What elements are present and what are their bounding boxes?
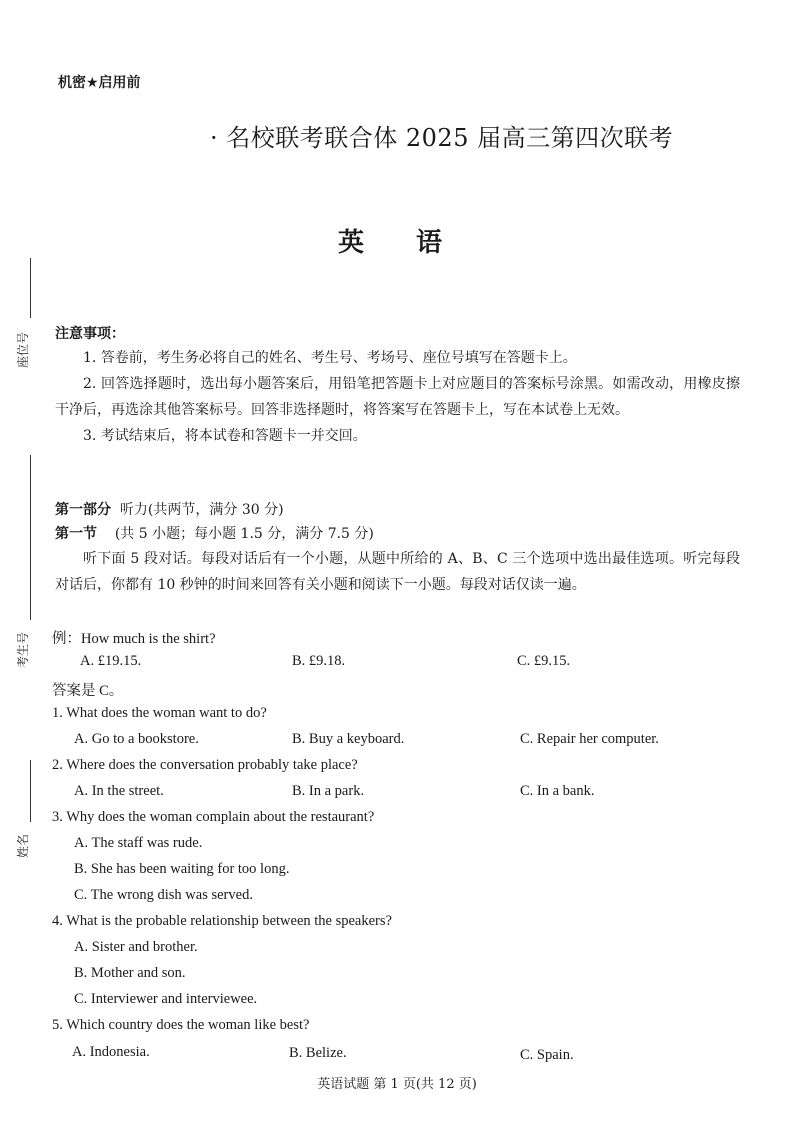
- note-item: 1. 答卷前，考生务必将自己的姓名、考生号、考场号、座位号填写在答题卡上。: [83, 350, 577, 366]
- seat-label: 座位号: [16, 331, 30, 368]
- section-title: 第一节: [55, 526, 97, 542]
- section-desc: (共 5 小题；每小题 1.5 分，满分 7.5 分): [114, 526, 374, 542]
- question-4: 4. What is the probable relationship between the speakers?: [52, 913, 392, 929]
- note-item: 2. 回答选择题时，选出每小题答案后，用铅笔把答题卡上对应题目的答案标号涂黑。如需改动，用橡皮擦干净后，再选涂其他答案标号。回答非选择题时，将答案写在答题卡上，写在本试卷上无效。: [55, 376, 740, 418]
- name-line: [30, 760, 31, 822]
- exam-no-label: 考生号: [16, 631, 30, 668]
- exam-no-line: [30, 455, 31, 620]
- question-5-option-c: C. Spain.: [520, 1047, 574, 1063]
- part-heading: [55, 499, 284, 519]
- question-3-option-b: B. She has been waiting for too long.: [74, 861, 290, 877]
- section-instructions: 听下面 5 段对话。每段对话后有一个小题，从题中所给的 A、B、C 三个选项中选出最佳选项。听完每段对话后，你都有 10 秒钟的时间来回答有关小题和阅读下一小题。每段对话仅读一遍。: [55, 551, 740, 593]
- question-3-option-a: A. The staff was rude.: [74, 835, 203, 851]
- part-desc: 听力(共两节，满分 30 分): [119, 502, 284, 518]
- question-2-option-b: B. In a park.: [292, 783, 365, 799]
- exam-title: · 名校联考联合体 2025 届高三第四次联考: [210, 124, 674, 152]
- example-option-b: B. £9.18.: [292, 653, 346, 669]
- note-item: 3. 考试结束后，将本试卷和答题卡一并交回。: [83, 428, 367, 444]
- example-question: 例：How much is the shirt?: [52, 631, 216, 647]
- question-3-option-c: C. The wrong dish was served.: [74, 887, 253, 903]
- notes-heading: 注意事项：: [55, 326, 125, 342]
- page-footer: 英语试题 第 1 页(共 12 页): [317, 1077, 477, 1092]
- question-5-option-a: A. Indonesia.: [72, 1044, 150, 1060]
- part-title: 第一部分: [55, 502, 111, 518]
- confidential-label: 机密★启用前: [58, 75, 141, 91]
- question-3: 3. Why does the woman complain about the restaurant?: [52, 809, 375, 825]
- question-1-option-a: A. Go to a bookstore.: [74, 731, 199, 747]
- seat-line: [30, 258, 31, 318]
- example-option-c: C. £9.15.: [517, 653, 571, 669]
- question-4-option-b: B. Mother and son.: [74, 965, 186, 981]
- question-1: 1. What does the woman want to do?: [52, 705, 267, 721]
- notes-list: [55, 345, 740, 449]
- example-answer: 答案是 C。: [52, 683, 124, 699]
- question-2-option-a: A. In the street.: [74, 783, 164, 799]
- example-option-a: A. £19.15.: [80, 653, 142, 669]
- subject-title: 英语: [338, 228, 495, 258]
- question-1-option-c: C. Repair her computer.: [520, 731, 659, 747]
- section-heading: [55, 523, 374, 543]
- question-5-option-b: B. Belize.: [289, 1045, 347, 1061]
- question-4-option-c: C. Interviewer and interviewee.: [74, 991, 258, 1007]
- question-1-option-b: B. Buy a keyboard.: [292, 731, 405, 747]
- question-2-option-c: C. In a bank.: [520, 783, 595, 799]
- name-label: 姓名: [16, 833, 30, 858]
- question-5: 5. Which country does the woman like best?: [52, 1017, 310, 1033]
- question-2: 2. Where does the conversation probably take place?: [52, 757, 358, 773]
- question-4-option-a: A. Sister and brother.: [74, 939, 198, 955]
